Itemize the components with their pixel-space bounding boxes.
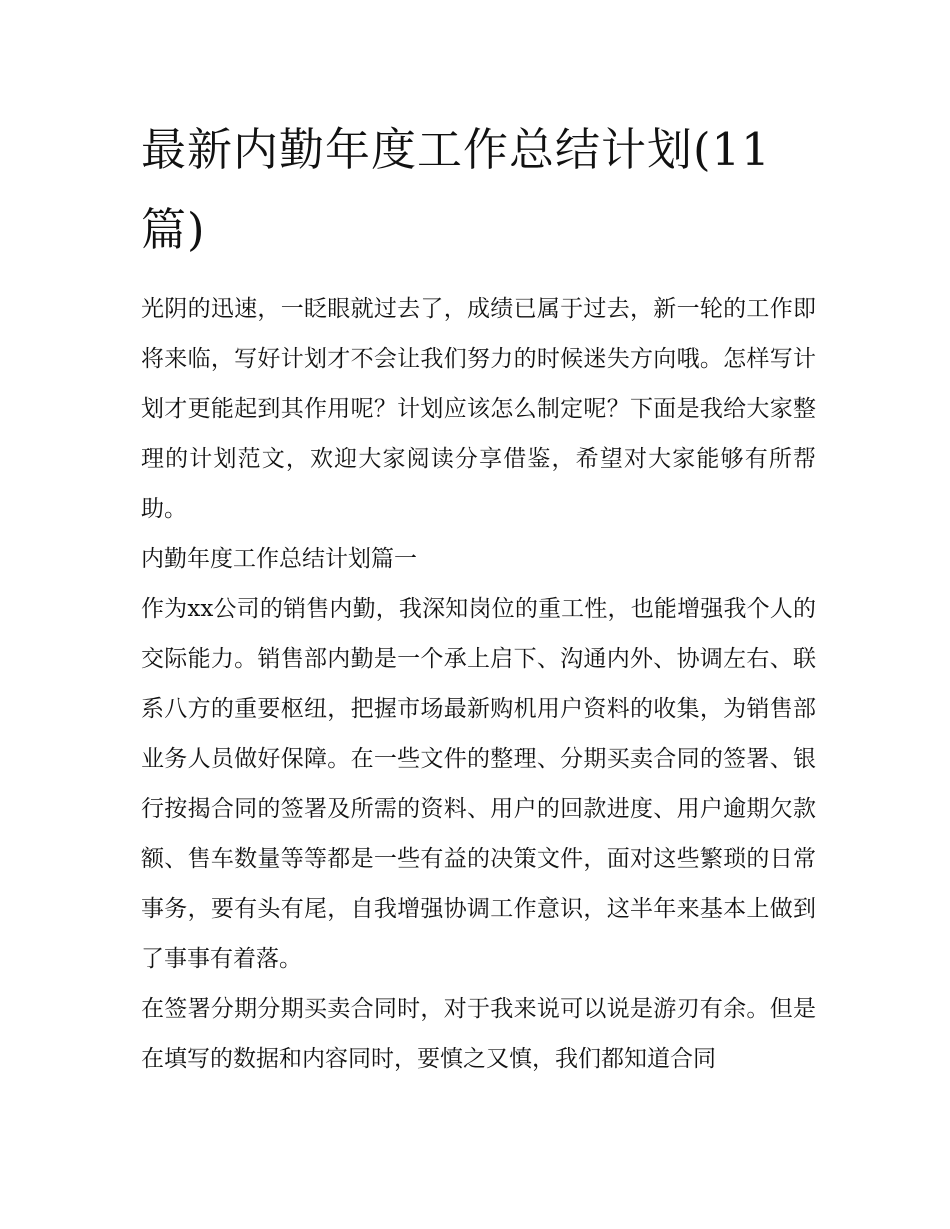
body-paragraph-2: 在签署分期分期买卖合同时，对于我来说可以说是游刃有余。但是在填写的数据和内容同时，要慎之又慎，我们都知道合同 <box>141 996 816 1072</box>
body-paragraph-1: 作为xx公司的销售内勤，我深知岗位的重工性，也能增强我个人的交际能力。销售部内勤是一个承上启下、沟通内外、协调左右、联系八方的重要枢纽，把握市场最新购机用户资料的收集，为销售部业务人员做好保障。在一些文件的整理、分期买卖合同的签署、银行按揭合同的签署及所需的资料、用户的回款进度、用户逾期欠款额、售车数量等等都是一些有益的决策文件，面对这些繁琐的日常事务，要有头有尾，自我增强协调工作意识，这半年来基本上做到了事事有着落。 <box>141 596 816 972</box>
document-title: 最新内勤年度工作总结计划(11篇) <box>141 123 771 256</box>
intro-paragraph: 光阴的迅速，一眨眼就过去了，成绩已属于过去，新一轮的工作即将来临，写好计划才不会让我们努力的时候迷失方向哦。怎样写计划才更能起到其作用呢？计划应该怎么制定呢？下面是我给大家整理的计划范文，欢迎大家阅读分享借鉴，希望对大家能够有所帮助。 <box>141 296 816 522</box>
section-heading: 内勤年度工作总结计划篇一 <box>141 546 417 572</box>
document-content <box>141 110 816 1084</box>
